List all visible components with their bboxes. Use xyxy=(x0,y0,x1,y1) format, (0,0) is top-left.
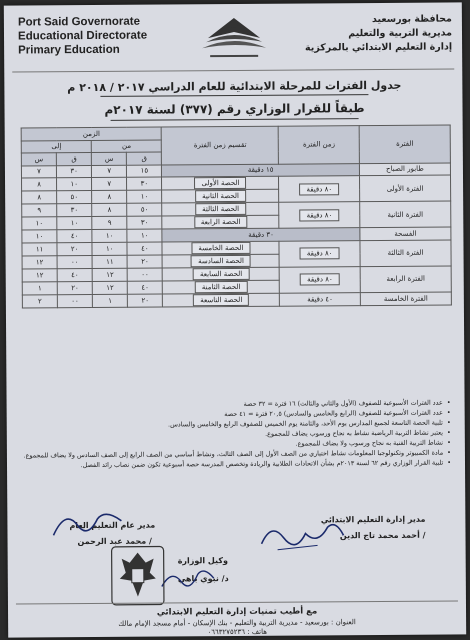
page-title: جدول الفترات للمرحلة الابتدائية للعام الدراسي ٢٠١٧ / ٢٠١٨ م xyxy=(67,78,402,95)
undersecretary-signature-icon xyxy=(158,564,218,594)
note-item: • مادة الكمبيوتر وتكنولوجيا المعلومات نشاط اختياري من الصف الأول إلى الصف الثالث، ونشاط أساسي من الصف الرابع إلى الصف السادس ولا يضاف للمجموع. xyxy=(11,447,451,460)
to-hours-cell: ١٠ xyxy=(22,217,57,230)
from-minutes-cell: ٠٠ xyxy=(127,268,162,281)
to-hours-cell: ٢ xyxy=(22,294,57,307)
to-minutes-cell: ٢٠ xyxy=(57,281,92,294)
division-cell xyxy=(163,267,280,281)
division-value: الحصة السادسة xyxy=(191,254,251,266)
from-hours-cell: ١٢ xyxy=(92,268,127,281)
division-cell xyxy=(162,254,279,268)
document-sheet xyxy=(4,2,466,637)
duration-cell xyxy=(279,240,360,267)
from-minutes-cell: ٣٠ xyxy=(127,177,162,190)
from-minutes-cell: ٤٠ xyxy=(127,242,162,255)
to-hours-cell: ١٢ xyxy=(22,268,57,281)
period-cell: الفترة الرابعة xyxy=(360,265,451,292)
to-minutes-cell: ٤٠ xyxy=(57,268,92,281)
division-value: الحصة الخامسة xyxy=(191,241,250,253)
period-cell: الفترة الثانية xyxy=(360,201,451,228)
to-minutes-cell: ٥٠ xyxy=(57,190,92,203)
signature-name-director: / أحمد محمد تاج الدين xyxy=(339,530,426,541)
page-subtitle: طبقاً للقرار الوزاري رقم (٣٧٧) لسنة ٢٠١٧م xyxy=(104,101,365,117)
signature-name-undersecretary: د/ نبوي باهي xyxy=(177,574,229,584)
from-minutes-cell: ١٠ xyxy=(127,190,162,203)
header-period: الفترة xyxy=(359,125,450,163)
ministry-logo-icon xyxy=(188,10,280,67)
duration-cell xyxy=(279,176,360,203)
from-hours-cell: ٩ xyxy=(92,216,127,229)
header-ar-line: مديرية التربية والتعليم xyxy=(348,27,453,40)
from-hours-cell: ٨ xyxy=(92,203,127,216)
from-minutes-cell: ١٥ xyxy=(127,165,162,178)
to-hours-cell: ٨ xyxy=(22,191,57,204)
note-item: • عدد الفترات الأسبوعية للصفوف (الرابع والخامس والسادس) ٢٠,٥ فترة = ٤١ حصة xyxy=(11,407,451,420)
header-to: إلى xyxy=(21,140,91,153)
duration-cell xyxy=(279,202,360,229)
title-underline xyxy=(100,94,368,97)
footer-address: العنوان : بورسعيد - مديرية التربية والتعليم - بنك الإسكان - أمام مسجد الإمام مالك xyxy=(118,618,356,628)
period-cell: طابور الصباح xyxy=(359,162,450,175)
band-duration-cell: ٣٠ دقيقة xyxy=(162,228,360,242)
header-time: الزمن xyxy=(21,127,161,140)
header-divider xyxy=(12,68,454,72)
from-hours-cell: ١ xyxy=(93,294,128,307)
from-hours-cell: ٨ xyxy=(92,190,127,203)
band-duration-cell: ١٥ دقيقة xyxy=(162,163,360,177)
header-en-line: Primary Education xyxy=(18,43,120,57)
from-hours-cell: ١٠ xyxy=(92,229,127,242)
signature-name-general: / محمد عبد الرحمن xyxy=(77,536,152,547)
to-hours-cell: ١ xyxy=(22,281,57,294)
signature-title-general: مدير عام التعليم العام xyxy=(69,520,156,531)
from-hours-cell: ١٢ xyxy=(92,281,127,294)
note-item: • تلبية القرار الوزاري رقم ٦٢ لسنة ٢٠١٣م بشأن الاتحادات الطلابية والريادة وتخصص المدرسة حصة أسبوعية تكون ضمن نصاب رائد الفصل. xyxy=(11,457,451,470)
header-division: تقسيم زمن الفترة xyxy=(162,126,279,164)
to-minutes-cell: ٣٠ xyxy=(57,165,92,178)
from-minutes-cell: ١٠ xyxy=(127,229,162,242)
from-minutes-cell: ٤٠ xyxy=(128,281,163,294)
duration-value: ٨٠ دقيقة xyxy=(300,247,340,259)
table-row xyxy=(22,175,451,191)
division-cell xyxy=(162,176,279,190)
division-cell xyxy=(162,215,279,229)
from-minutes-cell: ٥٠ xyxy=(127,203,162,216)
period-cell: الفترة الخامسة xyxy=(360,291,451,305)
division-cell xyxy=(162,202,279,216)
subtitle-underline xyxy=(111,118,359,121)
to-minutes-cell: ٠٠ xyxy=(57,294,92,307)
header-from-minutes: ق xyxy=(127,152,162,165)
to-minutes-cell: ٢٠ xyxy=(57,242,92,255)
note-item: • عدد الفترات الأسبوعية للصفوف (الأول والثاني والثالث) ١٦ فترة = ٣٢ حصة xyxy=(11,397,451,410)
division-value: الحصة الثالثة xyxy=(195,203,246,215)
to-hours-cell: ١٢ xyxy=(22,255,57,268)
table-row xyxy=(22,239,451,255)
note-item: • يعتبر نشاط التربية الرياضية نشاط به نجاح ورسوب يضاف للمجموع. xyxy=(11,427,451,440)
division-value: الحصة الأولى xyxy=(194,177,246,189)
header-duration: زمن الفترة xyxy=(279,126,360,164)
schedule-table xyxy=(21,124,452,307)
from-minutes-cell: ٢٠ xyxy=(127,255,162,268)
note-item: • نشاط التربية الفنية به نجاح ورسوب ولا يضاف للمجموع. xyxy=(11,437,451,450)
from-hours-cell: ١١ xyxy=(92,255,127,268)
footer-divider xyxy=(16,600,458,604)
division-cell xyxy=(162,241,279,255)
duration-value: ٨٠ دقيقة xyxy=(300,209,340,221)
from-minutes-cell: ٣٠ xyxy=(127,216,162,229)
table-row xyxy=(22,291,451,307)
to-minutes-cell: ٠٠ xyxy=(57,255,92,268)
to-hours-cell: ١٠ xyxy=(22,230,57,243)
division-cell xyxy=(162,189,279,203)
to-minutes-cell: ١٠ xyxy=(57,177,92,190)
eagle-stamp-icon xyxy=(110,544,166,606)
header-to-minutes: ق xyxy=(56,152,91,165)
duration-value: ٨٠ دقيقة xyxy=(299,183,339,195)
to-minutes-cell: ٤٠ xyxy=(57,229,92,242)
from-hours-cell: ٧ xyxy=(92,165,127,178)
signature-title-undersecretary: وكيل الوزارة xyxy=(177,556,228,566)
director-signature-icon xyxy=(257,515,347,556)
division-cell xyxy=(163,293,280,307)
division-cell xyxy=(163,280,280,294)
to-minutes-cell: ٣٠ xyxy=(57,203,92,216)
header-arabic xyxy=(282,12,452,55)
to-hours-cell: ٧ xyxy=(21,165,56,178)
period-cell: الفسحة xyxy=(360,227,451,240)
division-value: الحصة الثامنة xyxy=(195,280,248,292)
to-hours-cell: ٨ xyxy=(22,178,57,191)
footer-wishes: مع أطيب تمنيات إدارة التعليم الابتدائي xyxy=(156,606,318,618)
to-hours-cell: ٩ xyxy=(22,204,57,217)
header-ar-line: إدارة التعليم الابتدائي بالمركزية xyxy=(304,41,453,54)
to-hours-cell: ١١ xyxy=(22,242,57,255)
to-minutes-cell: ١٠ xyxy=(57,216,92,229)
header-to-hours: س xyxy=(21,153,56,166)
notes-list xyxy=(11,397,451,470)
header-from-hours: س xyxy=(92,152,127,165)
from-hours-cell: ٧ xyxy=(92,177,127,190)
note-item: • تلبية الحصة التاسعة لجميع المدارس يوم الأحد، والثامنة يوم الخميس للصفوف الرابع والخامس والسادس. xyxy=(11,417,451,430)
header-from: من xyxy=(91,140,161,153)
header-ar-line: محافظة بورسعيد xyxy=(371,13,452,26)
table-row xyxy=(22,265,451,281)
from-hours-cell: ١٠ xyxy=(92,242,127,255)
division-value: الحصة الثانية xyxy=(195,190,246,202)
header-en-line: Port Said Governorate xyxy=(17,15,141,29)
signature-title-director: مدير إدارة التعليم الابتدائي xyxy=(320,514,426,525)
duration-cell: ٤٠ دقيقة xyxy=(280,292,361,306)
duration-cell xyxy=(280,266,361,293)
division-value: الحصة السابعة xyxy=(193,267,249,279)
period-cell: الفترة الثالثة xyxy=(360,239,451,266)
general-director-signature-icon xyxy=(47,505,127,546)
table-row xyxy=(22,201,451,217)
duration-value: ٨٠ دقيقة xyxy=(300,273,340,285)
period-cell: الفترة الأولى xyxy=(359,175,450,202)
header-en-line: Educational Directorate xyxy=(17,29,148,43)
header-english xyxy=(18,14,188,57)
footer-phone: هاتف : ٠٦٦٣٢٧٥٢٣٦ xyxy=(207,627,267,637)
from-minutes-cell: ٢٠ xyxy=(128,294,163,307)
division-value: الحصة التاسعة xyxy=(193,293,249,305)
division-value: الحصة الرابعة xyxy=(194,216,248,228)
